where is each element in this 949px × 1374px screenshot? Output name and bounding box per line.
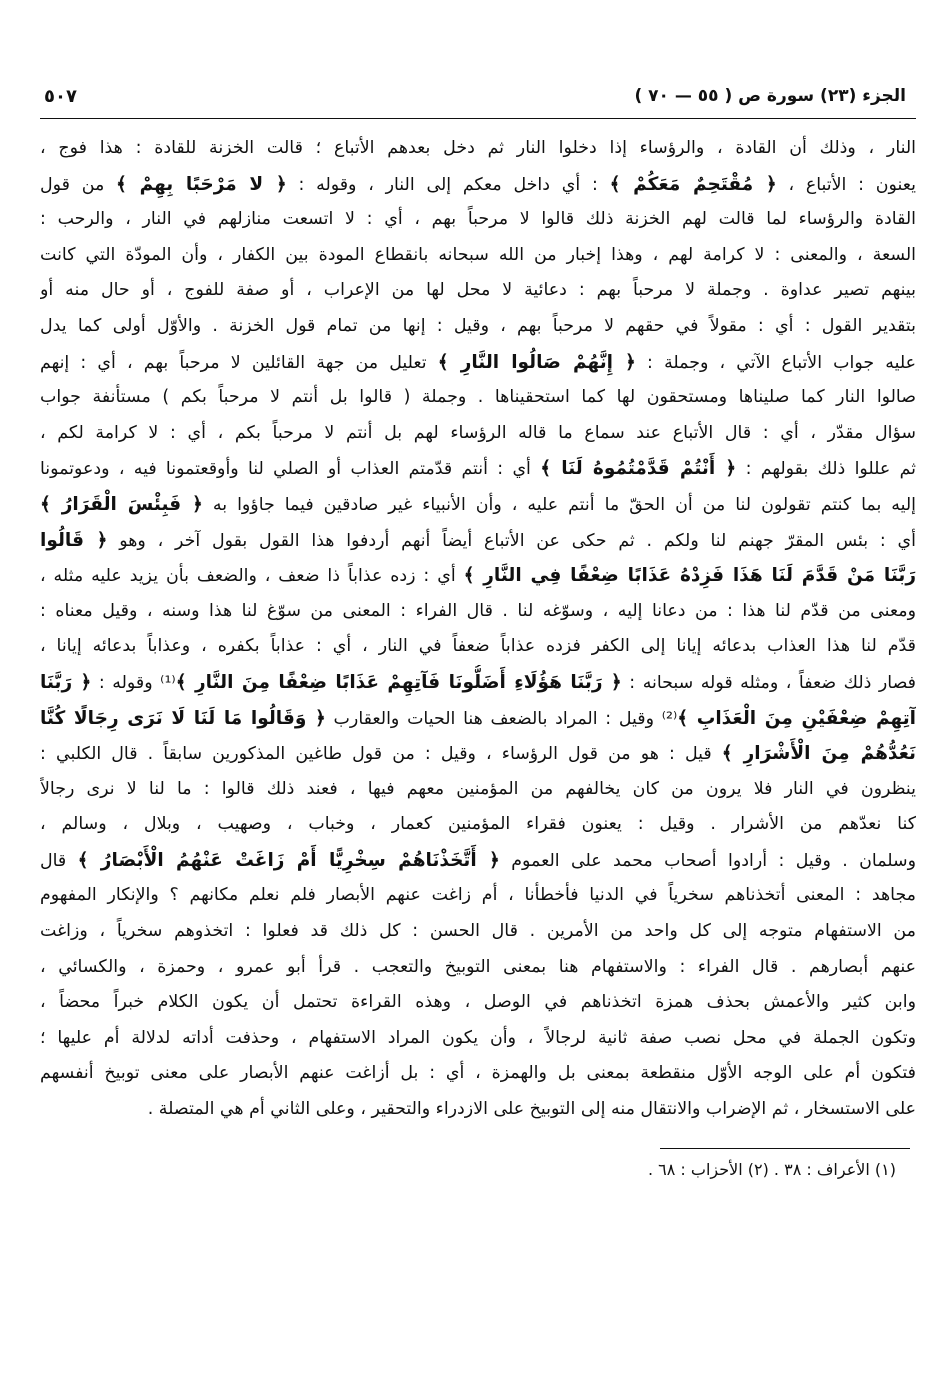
- footnote-separator: [660, 1148, 910, 1149]
- text-line: [40, 309, 916, 345]
- text-line: [40, 416, 916, 452]
- quran-quote: ﴿ وَقَالُوا مَا لَنَا لَا نَرَى رِجَالًا كُنَّا: [40, 707, 326, 729]
- text-line: [40, 772, 916, 808]
- text-run: بتقدير القول : أي : مقولاً في حقهم لا مرحباً بهم ، وقيل : إنها من تمام قول الخزنة . والأوّل أولى كما يدل: [40, 315, 916, 336]
- text-run: ثم عللوا ذلك بقولهم :: [736, 459, 916, 480]
- text-line: [40, 167, 916, 203]
- text-line: [40, 985, 916, 1021]
- text-line: [40, 345, 916, 381]
- text-run: مجاهد : المعنى أتخذناهم سخرياً في الدنيا فأخطأنا ، أم زاغت عنهم الأبصار فلم نعلم مكانهم ؟ والإنكار المفهوم: [40, 885, 916, 906]
- text-run: إليه بما كنتم تقولون لنا من أن الحقّ ما أنتم عليه ، وأن الأنبياء غير صادقين فيما جاؤوا به: [202, 494, 916, 515]
- text-line: [40, 1021, 916, 1057]
- text-line: [40, 451, 916, 487]
- text-run: فصار ذلك ضعفاً ، ومثله قوله سبحانه :: [621, 672, 916, 693]
- text-run: قدّم لنا هذا العذاب بدعائه إيانا إلى الكفر فزده عذاباً ضعفاً في النار ، أي : عذاباً بكفره ، وعذاباً بدعائه إيانا ،: [40, 636, 916, 657]
- text-run: قال: [40, 850, 78, 871]
- text-line: [40, 914, 916, 950]
- text-line: [40, 131, 916, 167]
- quran-quote: ﴿ إِنَّهُمْ صَالُوا النَّارِ ﴾: [437, 351, 636, 373]
- quran-quote: رَبَّنَا مَنْ قَدَّمَ لَنَا هَذَا فَزِدْهُ عَذَابًا ضِعْفًا فِي النَّارِ ﴾: [463, 565, 916, 587]
- text-line: [40, 736, 916, 772]
- text-run: عنهم أبصارهم . قال الفراء : والاستفهام هنا بمعنى التوبيخ والتعجب . قرأ أبو عمرو ، وحمزة ، والكسائي ،: [40, 956, 916, 977]
- text-run: من قول: [40, 174, 117, 195]
- commentary-text: [40, 131, 916, 1128]
- quran-quote: ﴿ أَتَّخَذْنَاهُمْ سِخْرِيًّا أَمْ زَاغَتْ عَنْهُمُ الْأَبْصَارُ ﴾: [77, 849, 500, 871]
- quran-quote: ﴿ رَبَّنَا هَؤُلَاءِ أَضَلُّونَا فَآتِهِمْ عَذَابًا ضِعْفًا مِنَ النَّارِ ﴾: [175, 671, 622, 693]
- text-run: القادة والرؤساء لما قالت لهم الخزنة ذلك قالوا لا مرحباً بهم ، أي : لا اتسعت منازلهم في النار ، والرحب :: [40, 209, 916, 230]
- text-line: [40, 807, 916, 843]
- text-line: [40, 238, 916, 274]
- text-run: بينهم تصير عداوة . وجملة لا مرحباً بهم : دعائية لا محل لها من الإعراب ، أو صفة للفوج ، أو حال منه أو: [40, 280, 916, 301]
- text-run: من الاستفهام متوجه إلى كل واحد من الأمرين . قال الحسن : كل ذلك قد فعلوا : اتخذوهم سخرياً ، وزاغت: [40, 921, 916, 942]
- text-line: [40, 878, 916, 914]
- text-run: وسلمان . وقيل : أرادوا أصحاب محمد على العموم: [499, 850, 916, 871]
- text-run: ومعنى من قدّم لنا هذا : من دعانا إليه ، وسوّغه لنا . قال الفراء : المعنى من سوّغ لنا هذا وسنه ، وقيل معناه :: [40, 600, 916, 621]
- text-line: [40, 202, 916, 238]
- text-line: [40, 380, 916, 416]
- text-run: فتكون أم على الوجه الأوّل منقطعة بمعنى بل والهمزة ، أي : بل أزاغت عنهم الأبصار على معنى توبيخ أنفسهم: [40, 1063, 916, 1084]
- footnotes: (١) الأعراف : ٣٨ . (٢) الأحزاب : ٦٨ .: [647, 1159, 896, 1179]
- text-line: [40, 558, 916, 594]
- text-run: قيل : هو من قول الرؤساء ، وقيل : من قول طاغين المذكورين سابقاً . قال الكلبي :: [40, 744, 722, 765]
- text-run: كنا نعدّهم من الأشرار . وقيل : يعنون فقراء المؤمنين كعمار ، وخباب ، وصهيب ، وبلال ، وسالم ،: [40, 814, 916, 835]
- text-run: وتكون الجملة في محل نصب صفة ثانية لرجالاً ، وأن يكون المراد الاستفهام ، وحذفت أداته لدلالة أم عليها ؛: [40, 1027, 916, 1048]
- book-page: [40, 78, 916, 1185]
- text-run: وابن كثير والأعمش بحذف همزة اتخذناهم في الوصل ، وهذه القراءة تحتمل أن يكون الكلام خبراً محضاً ،: [40, 992, 916, 1013]
- text-line: [40, 523, 916, 559]
- text-line: [40, 273, 916, 309]
- quran-quote: ﴿ أَنْتُمْ قَدَّمْتُمُوهُ لَنَا ﴾: [540, 458, 737, 480]
- text-run: سؤال مقدّر ، أي : قال الأتباع عند سماع ما قاله الرؤساء لهم بل أنتم لا مرحباً بكم ، أي : لا كرامة لكم ،: [40, 422, 916, 443]
- page-number: ٥٠٧: [44, 86, 77, 107]
- text-line: [40, 1092, 916, 1128]
- text-line: [40, 950, 916, 986]
- text-run: النار ، وذلك أن القادة ، والرؤساء إذا دخلوا النار ثم دخل بعدهم الأتباع ؛ قالت الخزنة للقادة : هذا فوج ،: [40, 138, 916, 158]
- text-line: [40, 594, 916, 630]
- text-run: أي : أنتم قدّمتم العذاب أو الصلي لنا وأوقعتمونا فيه ، ودعوتمونا: [40, 459, 541, 480]
- text-run: ⁽²⁾ وقيل : المراد بالضعف هنا الحيات والعقارب: [325, 708, 678, 729]
- text-run: : أي داخل معكم إلى النار ، وقوله :: [286, 174, 610, 195]
- quran-quote: ﴿ قَالُوا: [40, 529, 108, 551]
- text-run: أي : بئس المقرّ جهنم لنا ولكم . ثم حكى عن الأتباع أيضاً أنهم أردفوا هذا القول بقول آخر ، وهو: [107, 530, 916, 551]
- text-run: أي : زده عذاباً ذا ضعف ، والضعف بأن يزيد عليه مثله ،: [40, 566, 464, 587]
- text-line: [40, 843, 916, 879]
- text-run: ⁽¹⁾ وقوله :: [91, 672, 176, 693]
- text-run: يعنون : الأتباع ،: [776, 174, 916, 195]
- text-line: [40, 1056, 916, 1092]
- quran-quote: ﴿ لا مَرْحَبًا بِهِمْ ﴾: [116, 173, 287, 195]
- text-run: على الاستسخار ، ثم الإضراب والانتقال منه إلى التوبيخ على الازدراء والتحقير ، وعلى الثاني أم هي المتصلة .: [147, 1099, 916, 1120]
- text-run: صالوا النار كما صليناها ومستحقون لها كما استحقيناها . وجملة ( قالوا بل أنتم لا مرحباً بكم ) مستأنفة جواب: [40, 387, 916, 408]
- text-run: السعة ، والمعنى : لا كرامة لهم ، وهذا إخبار من الله سبحانه بانقطاع المودة بين الكفار ، وأن المودّة التي كانت: [40, 244, 916, 265]
- text-line: [40, 665, 916, 701]
- quran-quote: ﴿ رَبَّنَا: [40, 671, 92, 693]
- running-header: [40, 78, 916, 119]
- quran-quote: ﴿ مُقْتَحِمٌ مَعَكُمْ ﴾: [609, 173, 777, 195]
- text-run: تعليل من جهة القائلين لا مرحباً بهم ، أي : إنهم: [40, 352, 438, 373]
- quran-quote: ﴿ فَبِئْسَ الْقَرَارُ ﴾: [40, 493, 203, 515]
- quran-quote: آتِهِمْ ضِعْفَيْنِ مِنَ الْعَذَابِ ﴾: [677, 707, 916, 729]
- quran-quote: نَعُدُّهُمْ مِنَ الْأَشْرَارِ ﴾: [721, 743, 916, 765]
- text-line: [40, 487, 916, 523]
- text-run: عليه جواب الأتباع الآتي ، وجملة :: [635, 352, 916, 373]
- chapter-title: الجزء (٢٣) سورة ص ( ٥٥ — ٧٠ ): [634, 86, 906, 106]
- text-run: ينظرون في النار فلا يرون من كان يخالفهم من المؤمنين معهم فيها ، فعند ذلك قالوا : ما لنا لا نرى رجالاً: [40, 778, 916, 799]
- text-line: [40, 629, 916, 665]
- text-line: [40, 701, 916, 737]
